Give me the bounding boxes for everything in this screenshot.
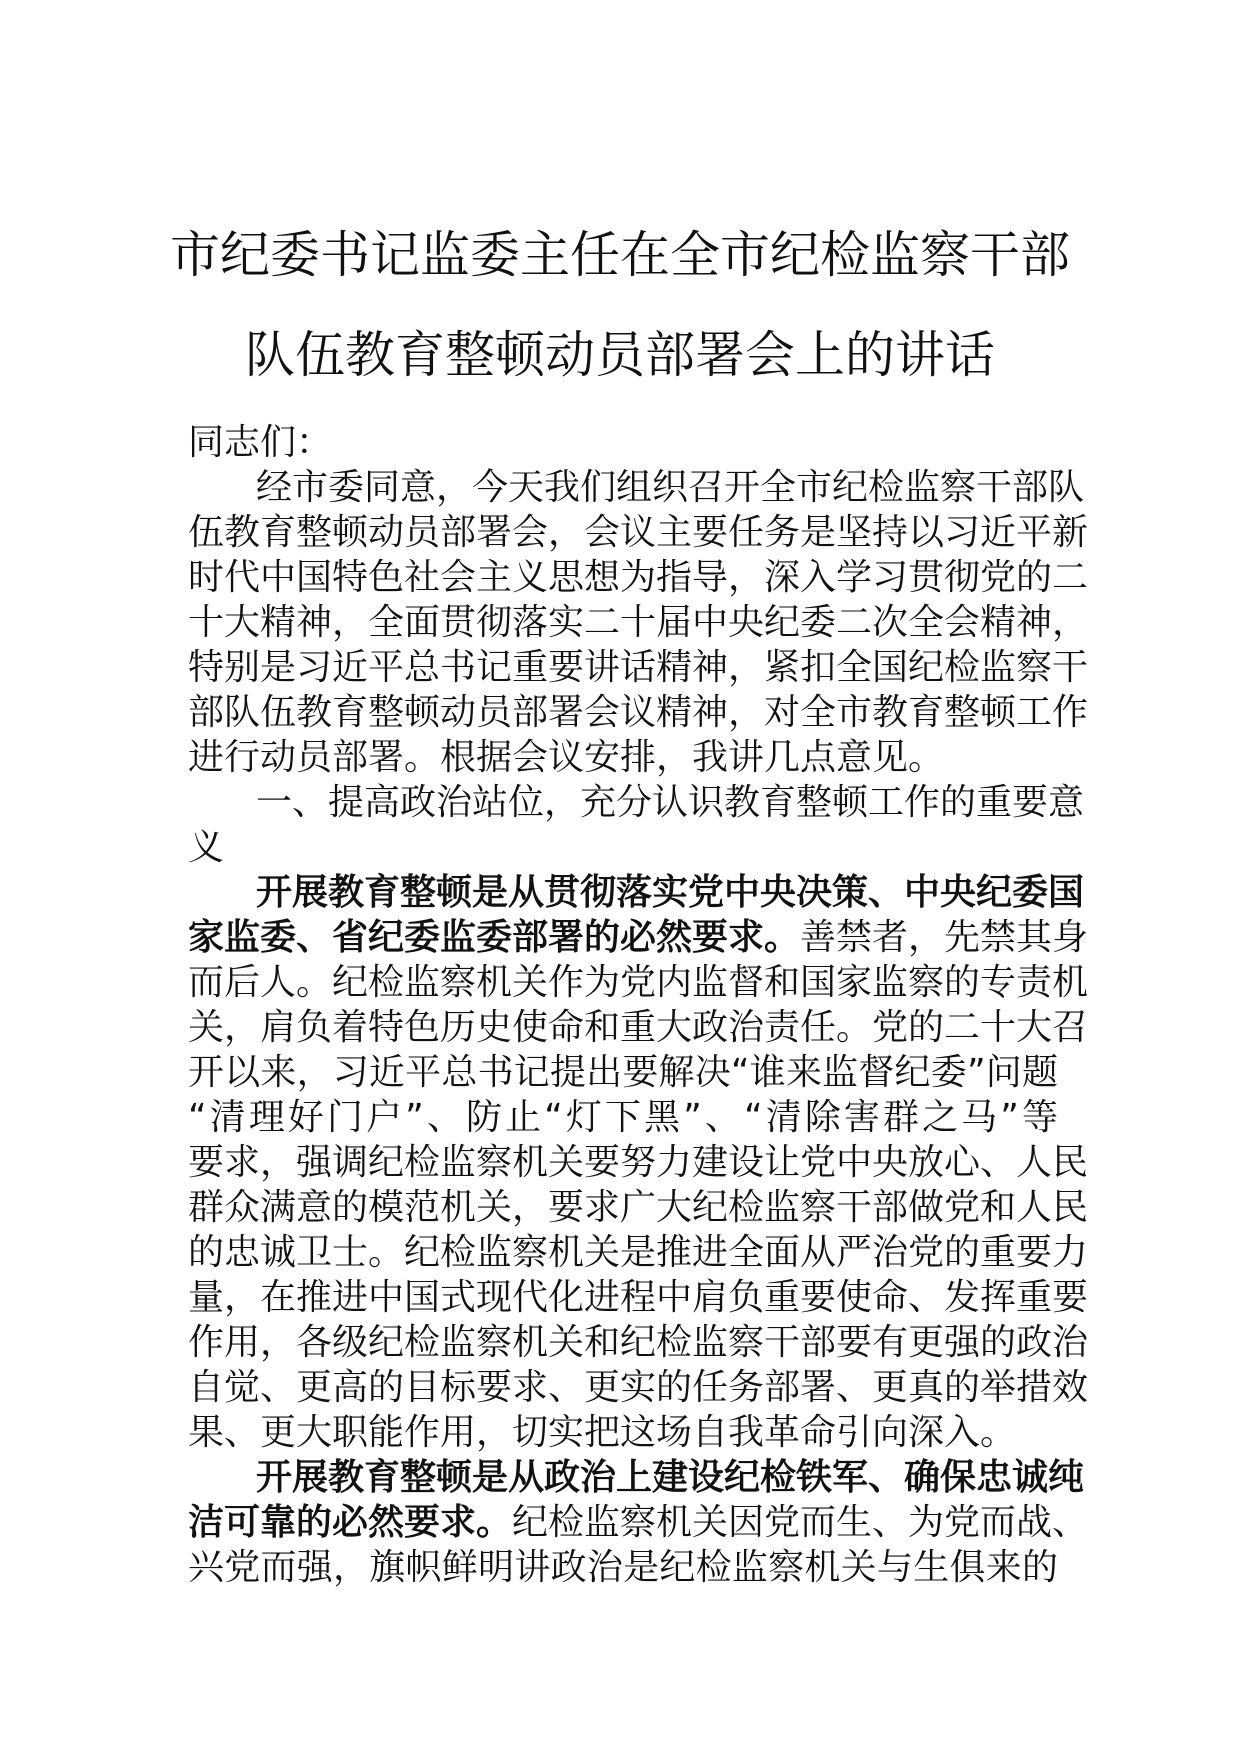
bold-lead-line: 开展教育整顿是从政治上建设纪检铁军、确保忠诚纯 (256, 1457, 1085, 1498)
salutation: 同志们： (188, 422, 333, 463)
paragraph-line: 关，肩负着特色历史使命和重大政治责任。党的二十大召 (188, 1007, 1089, 1048)
paragraph-line: 时代中国特色社会主义思想为指导，深入学习贯彻党的二 (188, 557, 1089, 598)
paragraph-line: 特别是习近平总书记重要讲话精神，紧扣全国纪检监察干 (188, 647, 1089, 688)
paragraph-line: “清理好门户”、防止“灯下黑”、“清除害群之马”等 (188, 1097, 1058, 1138)
title-line-2: 队伍教育整顿动员部署会上的讲话 (245, 326, 995, 384)
paragraph-line: 兴党而强，旗帜鲜明讲政治是纪检监察机关与生俱来的 (188, 1547, 1058, 1588)
paragraph-line: 开以来，习近平总书记提出要解决“谁来监督纪委”问题 (188, 1052, 1058, 1093)
section-heading-1 (188, 780, 1085, 870)
paragraph-3 (188, 1455, 1089, 1590)
document-title (150, 205, 1090, 405)
bold-lead-text: 洁可靠的必然要求。 (188, 1502, 513, 1543)
paragraph-2 (188, 870, 1089, 1455)
paragraph-line: 群众满意的模范机关，要求广大纪检监察干部做党和人民 (188, 1187, 1089, 1228)
paragraph-line: 经市委同意，今天我们组织召开全市纪检监察干部队 (256, 467, 1085, 508)
paragraph-intro (188, 465, 1089, 780)
title-line-1: 市纪委书记监委主任在全市纪检监察干部 (170, 226, 1070, 284)
paragraph-line: 进行动员部署。根据会议安排，我讲几点意见。 (188, 737, 945, 778)
paragraph-line: 作用，各级纪检监察机关和纪检监察干部要有更强的政治 (188, 1322, 1089, 1363)
paragraph-line: 而后人。纪检监察机关作为党内监督和国家监察的专责机 (188, 962, 1089, 1003)
paragraph-text: 纪检监察机关因党而生、为党而战、 (512, 1502, 1089, 1543)
paragraph-line: 部队伍教育整顿动员部署会议精神，对全市教育整顿工作 (188, 692, 1089, 733)
paragraph-line: 果、更大职能作用，切实把这场自我革命引向深入。 (188, 1412, 1017, 1453)
paragraph-line: 量，在推进中国式现代化进程中肩负重要使命、发挥重要 (188, 1277, 1089, 1318)
bold-lead-text: 家监委、省纪委监委部署的必然要求。 (188, 917, 801, 958)
paragraph-line: 要求，强调纪检监察机关要努力建设让党中央放心、人民 (188, 1142, 1089, 1183)
heading-line: 义 (188, 827, 225, 868)
paragraph-line: 自觉、更高的目标要求、更实的任务部署、更真的举措效 (188, 1367, 1089, 1408)
paragraph-line: 伍教育整顿动员部署会，会议主要任务是坚持以习近平新 (188, 512, 1089, 553)
paragraph-text: 善禁者，先禁其身 (800, 917, 1089, 958)
paragraph-line (188, 915, 1089, 960)
bold-lead-line: 开展教育整顿是从贯彻落实党中央决策、中央纪委国 (256, 872, 1085, 913)
heading-line: 一、提高政治站位，充分认识教育整顿工作的重要意 (256, 782, 1085, 823)
paragraph-line (188, 1500, 1089, 1545)
paragraph-line: 的忠诚卫士。纪检监察机关是推进全面从严治党的重要力 (188, 1232, 1089, 1273)
paragraph-line: 十大精神，全面贯彻落实二十届中央纪委二次全会精神， (188, 602, 1089, 643)
document-body (188, 420, 1089, 1590)
